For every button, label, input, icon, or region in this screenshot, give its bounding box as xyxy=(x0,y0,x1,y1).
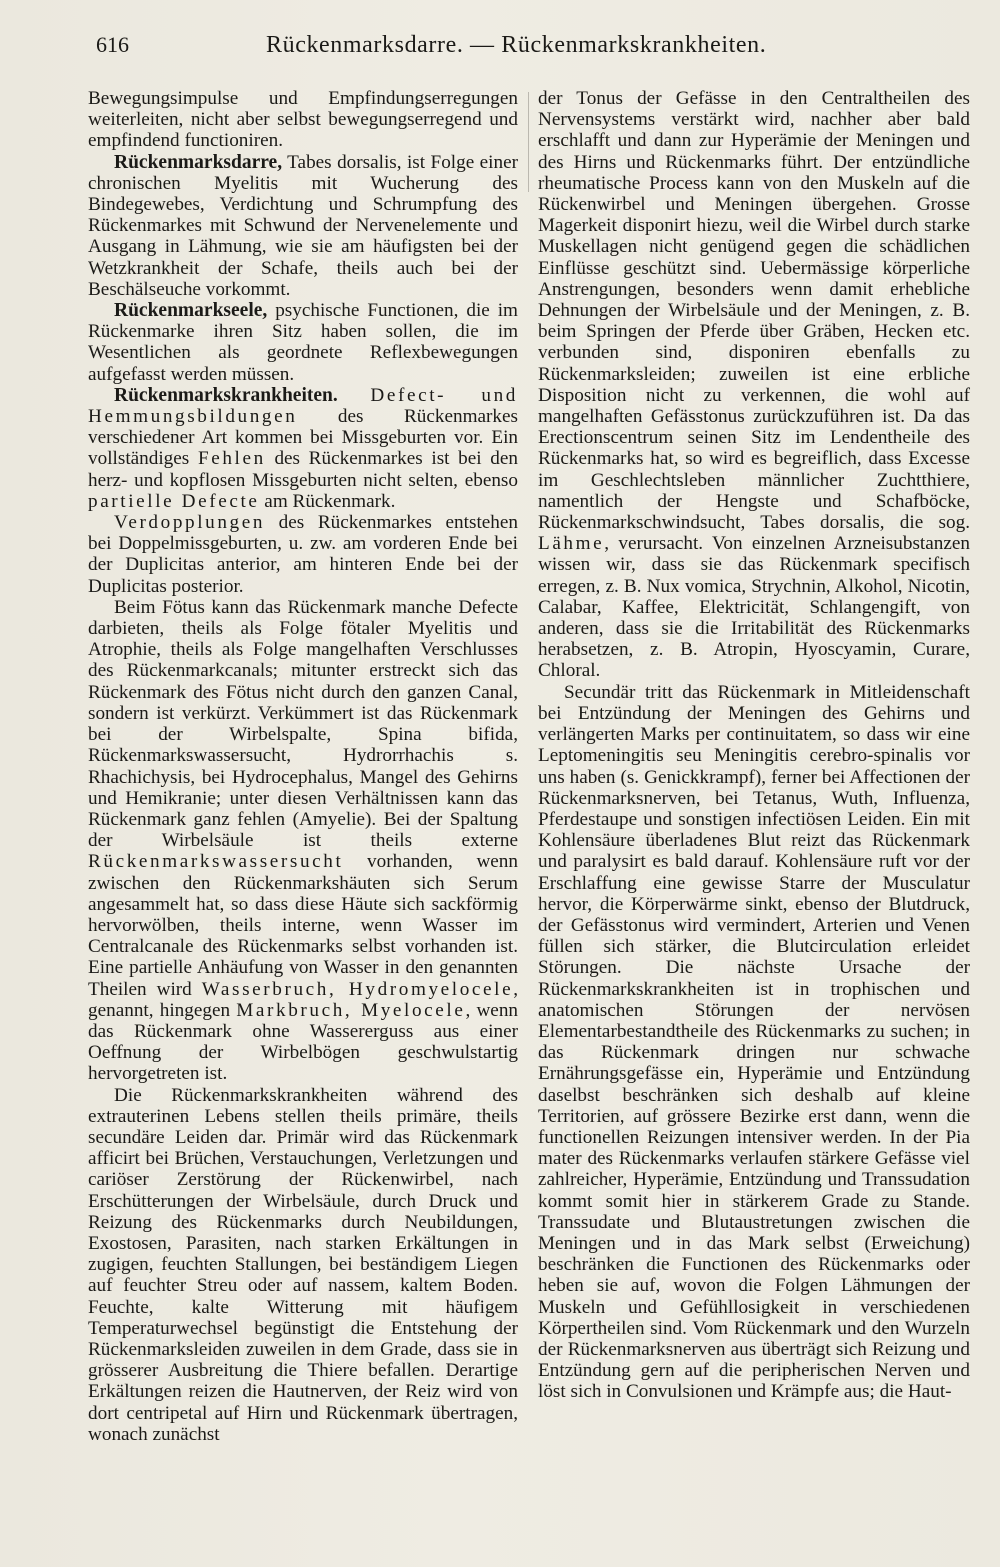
left-column xyxy=(88,88,518,1445)
entry-text: des Rückenmarkes ist bei den herz- und kopflosen Missgeburten nicht selten, ebenso xyxy=(88,448,518,491)
entry-text: am Rückenmark. xyxy=(259,490,396,512)
entry-text: Tabes dorsalis, ist Folge einer chronischen Myelitis mit Wucherung des Bindegewebes, Verdichtung und Schrumpfung des Rückenmarkes mit Schwund der Nervenelemente und Ausgang in Lähmung, wie sie am häufigsten bei der Wetzkrankheit der Schafe, theils auch bei der Beschälseuche vorkommt. xyxy=(88,151,518,300)
page-number: 616 xyxy=(96,32,129,57)
spaced-term: Markbruch, Myelocele xyxy=(236,999,466,1021)
paragraph-verdopplungen xyxy=(88,512,518,597)
running-head: Rückenmarksdarre. — Rückenmarkskrankheiten. xyxy=(266,32,767,58)
spaced-term: Defect- und Hemmungsbildungen xyxy=(88,384,518,428)
entry-headword: Rückenmarksdarre, xyxy=(114,151,283,173)
spaced-term: Fehlen xyxy=(197,448,266,470)
paragraph-continuation xyxy=(538,88,970,682)
paragraph-text: , genannt, hingegen xyxy=(88,978,518,1021)
entry-text: psychische Functionen, die im Rückenmarke ihren Sitz haben sollen, die im Wesentlichen als geordnete Reflexbewegungen aufgefasst werden müssen. xyxy=(88,300,518,385)
paragraph-text: , wenn das Rückenmark ohne Wassererguss aus einer Oeffnung der Wirbelbögen geschwulstartig hervorgetreten ist. xyxy=(88,999,519,1085)
paragraph-foetus xyxy=(88,597,518,1085)
paragraph-text: , verursacht. Von einzelnen Arzneisubstanzen wissen wir, dass sie das Rückenmark specifisch erregen, z. B. Nux vomica, Strychnin, Alkohol, Nicotin, Calabar, Kaffee, Elektricität, Schlangengift, von anderen, dass sie die Irritabilität des Rückenmarks herabsetzen, z. B. Atropin, Hyoscyamin, Curare, Chloral. xyxy=(538,533,970,682)
spaced-term: Verdopplungen xyxy=(114,512,266,534)
page-header xyxy=(96,30,960,74)
spaced-term: Lähme xyxy=(538,533,605,555)
entry-rueckenmarkskrankheiten xyxy=(88,385,518,512)
spaced-term: Wasserbruch, Hydromyelocele xyxy=(201,978,514,1000)
entry-headword: Rückenmarkseele, xyxy=(114,300,268,322)
entry-headword: Rückenmarkskrankheiten. xyxy=(114,384,338,406)
entry-text: des Rückenmarkes verschiedener Art kommen bei Missgeburten vor. Ein vollständiges xyxy=(88,406,518,470)
entry-rueckenmarksdarre xyxy=(88,152,518,300)
paragraph-text: der Tonus der Gefässe in den Centraltheilen des Nervensystems verstärkt wird, nachher aber bald erschlafft und dann zur Hyperämie der Meningen und des Hirns und Rückenmarks führt. Der entzündliche rheumatische Process kann von den Muskeln auf die Rückenwirbel und Meningen übergehen. Grosse Magerkeit disponirt hiezu, weil die Wirbel durch starke Muskellagen nicht genügend gegen die schädlichen Einflüsse geschützt sind. Uebermässige körperliche Anstrengungen, besonders wenn damit erhebliche Dehnungen der Wirbelsäule und der Meningen, z. B. beim Springen der Pferde über Gräben, Hecken etc. verbunden sind, disponiren ebenfalls zu Rückenmarksleiden; zuweilen ist eine erbliche Disposition nicht zu verkennen, die wohl auf mangelhaften Gefässtonus zurückzuführen ist. Da das Erectionscentrum seinen Sitz im Lendentheile des Rückenmarks hat, so wird es begreiflich, dass Excesse im Geschlechtsleben männlicher Zuchtthiere, namentlich der Hengste und Schafböcke, Rückenmarkschwindsucht, Tabes dorsalis, die sog. xyxy=(538,88,970,534)
column-rule xyxy=(528,92,529,192)
spaced-term: Rückenmarkswassersucht xyxy=(88,851,344,873)
right-column xyxy=(538,88,970,1403)
paragraph-extrauterin: Die Rückenmarkskrankheiten während des extrauterinen Lebens stellen theils primäre, theils secundäre Leiden dar. Primär wird das Rückenmark afficirt bei Brüchen, Verstauchungen, Verletzungen und cariöser Zerstörung der Rückenwirbel, nach Erschütterungen der Wirbelsäule, durch Druck und Reizung des Rückenmarks durch Neubildungen, Exostosen, Parasiten, nach starken Erkältungen in zugigen, feuchten Stallungen, bei beständigem Liegen auf feuchter Streu oder auf nassem, kaltem Boden. Feuchte, kalte Witterung mit häufigem Temperaturwechsel begünstigt die Entstehung der Rückenmarksleiden zuweilen in dem Grade, dass sie in grösserer Ausbreitung die Thiere befallen. Derartige Erkältungen reizen die Hautnerven, der Reiz wird von dort centripetal auf Hirn und Rückenmark übertragen, wonach zunächst xyxy=(88,1084,518,1445)
paragraph-secundaer: Secundär tritt das Rückenmark in Mitleidenschaft bei Entzündung der Meningen des Gehirns und verlängerten Marks per continuitatem, so dass wir eine Leptomeningitis seu Meningitis cerebro-spinalis vor uns haben (s. Genickkrampf), ferner bei Affectionen der Rückenmarksnerven, bei Tetanus, Wuth, Influenza, Pferdestaupe und sonstigen infectiösen Leiden. Ein mit Kohlensäure überladenes Blut reizt das Rückenmark und paralysirt es bald darauf. Kohlensäure ruft vor der Erschlaffung eine gewisse Starre der Musculatur hervor, die Körperwärme sinkt, ebenso der Blutdruck, der Gefässtonus wird vermindert, Arterien und Venen füllen sich stärker, die Blutcirculation erleidet Störungen. Die nächste Ursache der Rückenmarkskrankheiten ist in trophischen und anatomischen Störungen der nervösen Elementarbestandtheile des Rückenmarks zu suchen; in das Rückenmark dringen nur schwache Ernährungsgefässe ein, Hyperämie und Entzündung daselbst beschränken sich deshalb auf kleine Territorien, auf grössere Bezirke erst dann, wenn die functionellen Reizungen intensiver werden. In der Pia mater des Rückenmarks verlaufen stärkere Gefässe viel zahlreicher, Hyperämie, Entzündung und Transsudation kommt somit hier in stärkerem Grade zu Stande. Transsudate und Blutaustretungen zwischen die Meningen und in das Mark selbst (Erweichung) beschränken die Functionen des Rückenmarks oder heben sie auf, wovon die Folgen Lähmungen der Muskeln und Gefühllosigkeit in verschiedenen Körpertheilen sind. Vom Rückenmark und den Wurzeln der Rückenmarksnerven aus überträgt sich Reizung und Entzündung gern auf die peripherischen Nerven und löst sich in Convulsionen und Krämpfe aus; die Haut- xyxy=(538,681,970,1403)
entry-rueckenmarkseele xyxy=(88,300,518,385)
paragraph-text: Beim Fötus kann das Rückenmark manche Defecte darbieten, theils als Folge fötaler Myelitis und Atrophie, theils als Folge mangelhaften Verschlusses des Rückenmarkcanals; mitunter erstreckt sich das Rückenmark des Fötus nicht durch den ganzen Canal, sondern ist verkürzt. Verkümmert ist das Rückenmark bei der Wirbelspalte, Spina bifida, Rückenmarkswassersucht, Hydrorrhachis s. Rhachichysis, bei Hydrocephalus, Mangel des Gehirns und Hemikranie; unter diesen Verhältnissen kann das Rückenmark ganz fehlen (Amyelie). Bei der Spaltung der Wirbelsäule ist theils externe xyxy=(88,596,518,852)
spaced-term: partielle Defecte xyxy=(88,490,260,512)
paragraph-text: vorhanden, wenn zwischen den Rückenmarkshäuten sich Serum angesammelt hat, so dass diese Häute sich sackförmig hervorwölben, theils interne, wenn Wasser im Centralcanale des Rückenmarks selbst vorhanden ist. Eine partielle Anhäufung von Wasser in den genannten Theilen wird xyxy=(88,851,518,1000)
paragraph-continuation: Bewegungsimpulse und Empfindungserregungen weiterleiten, nicht aber selbst bewegungserregend und empfindend functioniren. xyxy=(88,88,518,152)
paragraph-text: des Rückenmarkes entstehen bei Doppelmissgeburten, u. zw. am vorderen Ende bei der Duplicitas anterior, am hinteren Ende bei der Duplicitas posterior. xyxy=(88,512,518,597)
